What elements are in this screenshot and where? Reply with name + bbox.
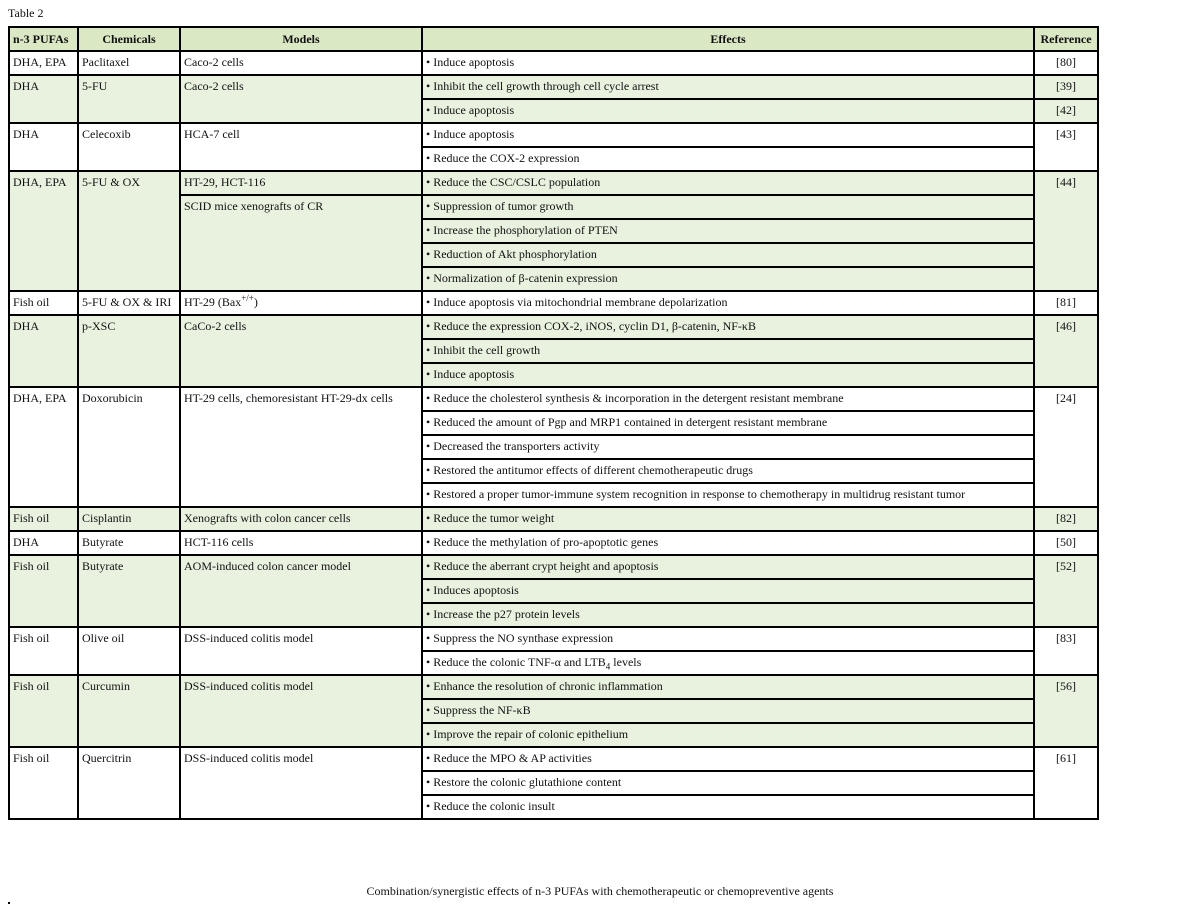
cell-reference: [83]: [1034, 627, 1098, 675]
table-row: [9, 507, 1098, 531]
cell-effect: [422, 747, 1034, 771]
table-row: [9, 675, 1098, 699]
header-chemicals: Chemicals: [78, 27, 180, 51]
table-caption: Combination/synergistic effects of n-3 PUFAs with chemotherapeutic or chemopreventive agents: [366, 884, 834, 898]
cell-chemical: Butyrate: [78, 555, 180, 627]
table-row: [9, 315, 1098, 339]
cell-model: [180, 195, 422, 291]
table-row: [9, 123, 1098, 147]
cell-chemical: Paclitaxel: [78, 51, 180, 75]
effect-text: • Induce apoptosis via mitochondrial membrane depolarization: [426, 295, 728, 309]
cell-pufa: Fish oil: [9, 555, 78, 627]
cell-reference: [43]: [1034, 123, 1098, 171]
cell-model: [180, 171, 422, 195]
cell-effect: [422, 339, 1034, 363]
cell-pufa: Fish oil: [9, 507, 78, 531]
data-table: [8, 26, 1099, 820]
cell-effect: [422, 219, 1034, 243]
effect-text: • Increase the phosphorylation of PTEN: [426, 223, 618, 237]
cell-reference: [80]: [1034, 51, 1098, 75]
cell-effect: [422, 675, 1034, 699]
cell-chemical: Celecoxib: [78, 123, 180, 171]
header-reference: Reference: [1034, 27, 1098, 51]
cell-model: [180, 747, 422, 819]
cell-effect: [422, 363, 1034, 387]
effect-text: • Induce apoptosis: [426, 103, 515, 117]
table-row: [9, 291, 1098, 315]
header-effects: Effects: [422, 27, 1034, 51]
effect-text: • Suppress the NO synthase expression: [426, 631, 614, 645]
effect-text: • Reduce the CSC/CSLC population: [426, 175, 601, 189]
effect-text: • Inhibit the cell growth through cell cycle arrest: [426, 79, 659, 93]
model-text: SCID mice xenografts of CR: [184, 199, 324, 213]
cell-reference: [81]: [1034, 291, 1098, 315]
cell-chemical: Doxorubicin: [78, 387, 180, 507]
cell-effect: [422, 315, 1034, 339]
cell-effect: [422, 651, 1034, 675]
cell-reference: [46]: [1034, 315, 1098, 387]
cell-effect: [422, 411, 1034, 435]
cell-chemical: 5-FU & OX: [78, 171, 180, 291]
cell-model: [180, 675, 422, 747]
effect-text: • Reduce the MPO & AP activities: [426, 751, 592, 765]
header-row: [9, 27, 1098, 51]
table-row: [9, 531, 1098, 555]
model-text: HCA-7 cell: [184, 127, 240, 141]
effect-text: • Reduction of Akt phosphorylation: [426, 247, 597, 261]
effect-text: • Reduce the cholesterol synthesis & incorporation in the detergent resistant membrane: [426, 391, 844, 405]
cell-model: [180, 123, 422, 171]
stray-dot: [8, 902, 10, 904]
cell-pufa: DHA: [9, 75, 78, 123]
effect-text: • Suppression of tumor growth: [426, 199, 574, 213]
cell-pufa: Fish oil: [9, 747, 78, 819]
effect-text: • Reduce the colonic insult: [426, 799, 555, 813]
table-row: [9, 171, 1098, 195]
cell-effect: [422, 627, 1034, 651]
cell-chemical: Cisplantin: [78, 507, 180, 531]
cell-model: [180, 51, 422, 75]
cell-model: [180, 555, 422, 627]
cell-reference: [42]: [1034, 99, 1098, 123]
cell-reference: [61]: [1034, 747, 1098, 819]
model-text: DSS-induced colitis model: [184, 631, 314, 645]
table-row: [9, 555, 1098, 579]
cell-pufa: DHA: [9, 123, 78, 171]
effect-text: • Restore the colonic glutathione content: [426, 775, 622, 789]
cell-effect: [422, 723, 1034, 747]
cell-effect: [422, 795, 1034, 819]
model-text: HT-29 cells, chemoresistant HT-29-dx cells: [184, 391, 393, 405]
model-text: Caco-2 cells: [184, 55, 244, 69]
effect-text: • Suppress the NF-κB: [426, 703, 531, 717]
cell-model: [180, 75, 422, 123]
effect-text: • Reduce the aberrant crypt height and apoptosis: [426, 559, 659, 573]
cell-pufa: DHA, EPA: [9, 171, 78, 291]
cell-effect: [422, 579, 1034, 603]
effect-text: • Improve the repair of colonic epithelium: [426, 727, 629, 741]
cell-effect: [422, 243, 1034, 267]
cell-model: [180, 291, 422, 315]
cell-reference: [50]: [1034, 531, 1098, 555]
effect-text: • Induces apoptosis: [426, 583, 519, 597]
model-text: DSS-induced colitis model: [184, 751, 314, 765]
cell-effect: [422, 459, 1034, 483]
cell-effect: [422, 531, 1034, 555]
table-row: [9, 387, 1098, 411]
model-superscript: +/+: [241, 293, 254, 303]
cell-model: [180, 387, 422, 507]
cell-model: [180, 507, 422, 531]
cell-chemical: 5-FU & OX & IRI: [78, 291, 180, 315]
table-row: [9, 627, 1098, 651]
effect-text: • Induce apoptosis: [426, 127, 515, 141]
cell-chemical: p-XSC: [78, 315, 180, 387]
cell-chemical: Quercitrin: [78, 747, 180, 819]
effect-text: • Normalization of β-catenin expression: [426, 271, 618, 285]
effect-text: • Increase the p27 protein levels: [426, 607, 580, 621]
cell-reference: [82]: [1034, 507, 1098, 531]
cell-chemical: Curcumin: [78, 675, 180, 747]
cell-model: [180, 315, 422, 387]
cell-pufa: DHA: [9, 315, 78, 387]
effect-text: • Reduced the amount of Pgp and MRP1 contained in detergent resistant membrane: [426, 415, 828, 429]
cell-reference: [24]: [1034, 387, 1098, 507]
effect-text: • Decreased the transporters activity: [426, 439, 600, 453]
model-text: HT-29, HCT-116: [184, 175, 266, 189]
cell-reference: [56]: [1034, 675, 1098, 747]
effect-text: • Induce apoptosis: [426, 55, 515, 69]
cell-effect: [422, 195, 1034, 219]
table-row: [9, 75, 1098, 99]
header-models: Models: [180, 27, 422, 51]
cell-effect: [422, 699, 1034, 723]
table-row: [9, 51, 1098, 75]
cell-effect: [422, 555, 1034, 579]
cell-chemical: Butyrate: [78, 531, 180, 555]
cell-effect: [422, 75, 1034, 99]
effect-subscript: 4: [605, 661, 611, 672]
cell-effect: [422, 507, 1034, 531]
cell-effect: [422, 171, 1034, 195]
effect-text: • Reduce the colonic TNF-α and LTB: [426, 655, 606, 669]
cell-effect: [422, 603, 1034, 627]
cell-pufa: DHA, EPA: [9, 387, 78, 507]
model-text: CaCo-2 cells: [184, 319, 247, 333]
table-body: [9, 51, 1098, 819]
model-text: Caco-2 cells: [184, 79, 244, 93]
cell-pufa: Fish oil: [9, 291, 78, 315]
effect-text-after: levels: [610, 655, 642, 669]
effect-text: • Restored a proper tumor-immune system recognition in response to chemotherapy in multidrug resistant tumor: [426, 487, 966, 501]
model-text: HCT-116 cells: [184, 535, 254, 549]
header-pufas: n-3 PUFAs: [9, 27, 78, 51]
cell-effect: [422, 483, 1034, 507]
cell-reference: [52]: [1034, 555, 1098, 627]
effect-text: • Inhibit the cell growth: [426, 343, 541, 357]
cell-effect: [422, 771, 1034, 795]
effect-text: • Induce apoptosis: [426, 367, 515, 381]
cell-effect: [422, 123, 1034, 147]
cell-pufa: DHA: [9, 531, 78, 555]
effect-text: • Reduce the tumor weight: [426, 511, 555, 525]
cell-pufa: Fish oil: [9, 675, 78, 747]
cell-effect: [422, 387, 1034, 411]
cell-chemical: 5-FU: [78, 75, 180, 123]
effect-text: • Reduce the methylation of pro-apoptotic genes: [426, 535, 659, 549]
table-label: Table 2: [8, 6, 44, 20]
effect-text: • Enhance the resolution of chronic inflammation: [426, 679, 663, 693]
cell-pufa: Fish oil: [9, 627, 78, 675]
cell-effect: [422, 99, 1034, 123]
model-text: AOM-induced colon cancer model: [184, 559, 351, 573]
cell-effect: [422, 267, 1034, 291]
effect-text: • Restored the antitumor effects of different chemotherapeutic drugs: [426, 463, 753, 477]
model-text: DSS-induced colitis model: [184, 679, 314, 693]
effect-text: • Reduce the expression COX-2, iNOS, cyclin D1, β-catenin, NF-κB: [426, 319, 756, 333]
model-text: HT-29 (Bax: [184, 295, 242, 309]
model-text: Xenografts with colon cancer cells: [184, 511, 351, 525]
cell-reference: [44]: [1034, 171, 1098, 291]
model-text-after: ): [253, 295, 258, 309]
cell-effect: [422, 435, 1034, 459]
cell-chemical: Olive oil: [78, 627, 180, 675]
cell-effect: [422, 291, 1034, 315]
effect-text: • Reduce the COX-2 expression: [426, 151, 580, 165]
cell-model: [180, 627, 422, 675]
table-row: [9, 747, 1098, 771]
cell-pufa: DHA, EPA: [9, 51, 78, 75]
cell-effect: [422, 51, 1034, 75]
cell-reference: [39]: [1034, 75, 1098, 99]
cell-effect: [422, 147, 1034, 171]
cell-model: [180, 531, 422, 555]
